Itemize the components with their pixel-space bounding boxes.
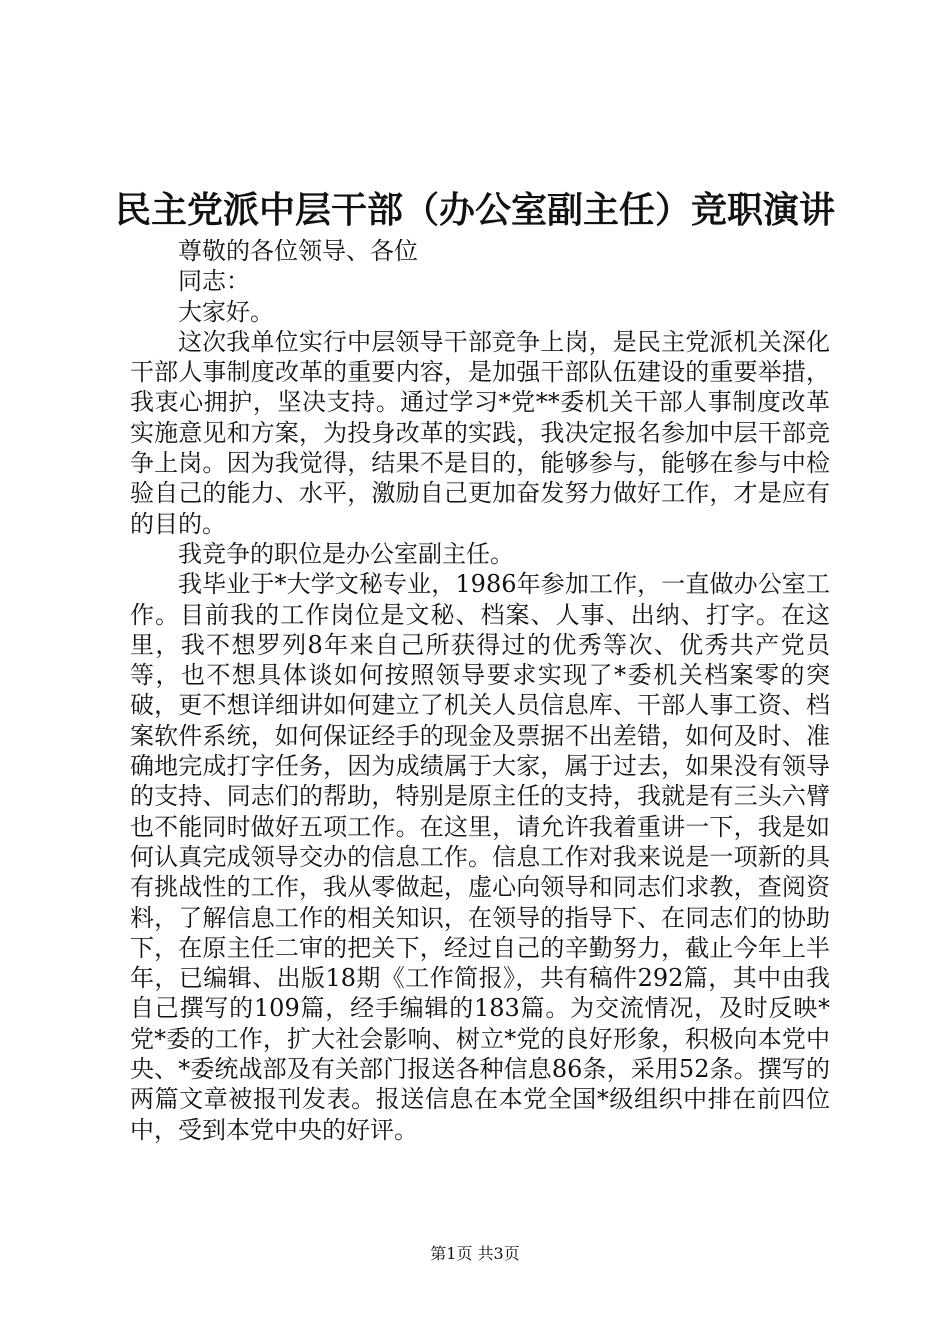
experience-paragraph: 我毕业于*大学文秘专业，1986年参加工作，一直做办公室工作。目前我的工作岗位是文秘、档案、人事、出纳、打字。在这里，我不想罗列8年来自己所获得过的优秀等次、优秀共产党员等，也不想具体谈如何按照领导要求实现了*委机关档案零的突破，更不想详细讲如何建立了机关人员信息库、干部人事工资、档案软件系统，如何保证经手的现金及票据不出差错，如何及时、准确地完成打字任务，因为成绩属于大家，属于过去，如果没有领导的支持、同志们的帮助，特别是原主任的支持，我就是有三头六臂也不能同时做好五项工作。在这里，请允许我着重讲一下，我是如何认真完成领导交办的信息工作。信息工作对我来说是一项新的具有挑战性的工作，我从零做起，虚心向领导和同志们求教，查阅资料，了解信息工作的相关知识，在领导的指导下、在同志们的协助下，在原主任二审的把关下，经过自己的辛勤努力，截止今年上半年，已编辑、出版18期《工作简报》，共有稿件292篇，其中由我自己撰写的109篇，经手编辑的183篇。为交流情况，及时反映*党*委的工作，扩大社会影响、树立*党的良好形象，积极向本党中央、*委统战部及有关部门报送各种信息86条，采用52条。撰写的两篇文章被报刊发表。报送信息在本党全国*级组织中排在前四位中，受到本党中央的好评。 bbox=[130, 570, 830, 1144]
page-number-footer: 第1页 共3页 bbox=[430, 1244, 520, 1263]
greeting-paragraph: 大家好。 bbox=[178, 297, 274, 326]
document-title: 民主党派中层干部（办公室副主任）竞职演讲 bbox=[114, 189, 835, 231]
position-paragraph: 我竞争的职位是办公室副主任。 bbox=[178, 539, 514, 568]
salutation-line-2: 同志： bbox=[178, 267, 250, 296]
intro-paragraph: 这次我单位实行中层领导干部竞争上岗，是民主党派机关深化干部人事制度改革的重要内容，是加强干部队伍建设的重要举措，我衷心拥护，坚决支持。通过学习*党**委机关干部人事制度改革实施意见和方案，为投身改革的实践，我决定报名参加中层干部竞争上岗。因为我觉得，结果不是目的，能够参与，能够在参与中检验自己的能力、水平，激励自己更加奋发努力做好工作，才是应有的目的。 bbox=[130, 327, 830, 538]
document-body bbox=[130, 236, 830, 1145]
salutation-line-1: 尊敬的各位领导、各位 bbox=[178, 237, 418, 265]
